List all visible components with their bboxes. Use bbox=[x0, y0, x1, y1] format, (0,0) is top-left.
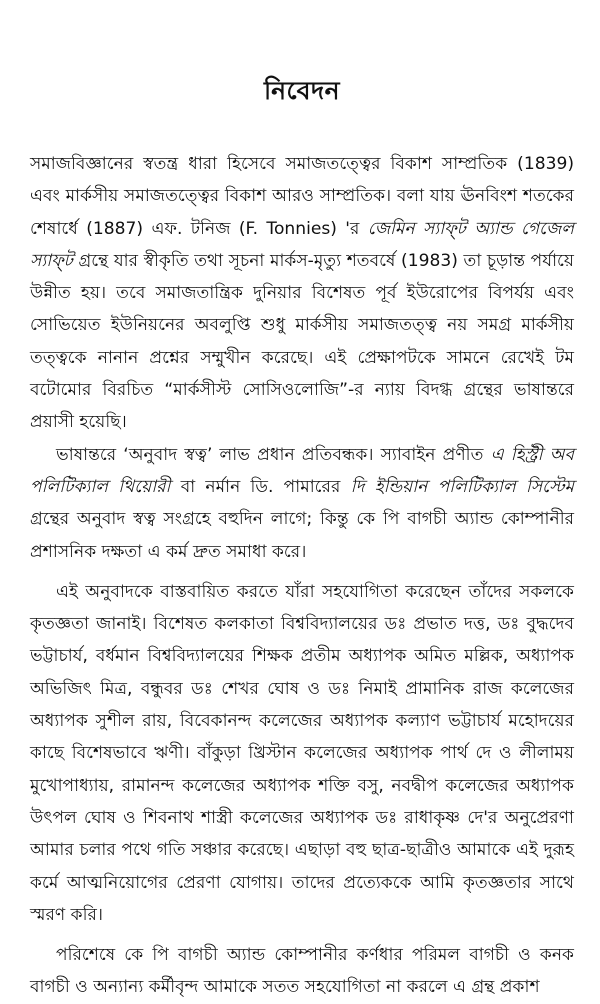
paragraph-1-text-2: গ্রন্থে যার স্বীকৃতি তথা সূচনা মার্কস-মৃত্যু শতবর্ষে (1983) তা চূড়ান্ত পর্যায়ে উন্নীত হয়। তবে সমাজতান্ত্রিক দুনিয়ার বিশেষত পূর্ব ইউরোপের বিপর্যয় এবং সোভিয়েত ইউনিয়নের অবলুপ্তি শুধু মার্কসীয় সমাজতত্ত্ব নয় সমগ্র মার্কসীয় তত্ত্বকে নানান প্রশ্নের সম্মুখীন করেছে। এই প্রেক্ষাপটকে সামনে রেখেই টম বটোমোর বিরচিত “মার্কসীস্ট সোসিওলোজি”-র ন্যায় বিদগ্ধ গ্রন্থের ভাষান্তরে প্রয়াসী হয়েছি। bbox=[30, 250, 574, 433]
paragraph-3: এই অনুবাদকে বাস্তবায়িত করতে যাঁরা সহযোগিতা করেছেন তাঁদের সকলকে কৃতজ্ঞতা জানাই। বিশেষত কলকাতা বিশ্ববিদ্যালয়ের ডঃ প্রভাত দত্ত, ডঃ বুদ্ধদেব ভট্টাচার্য, বর্ধমান বিশ্ববিদ্যালয়ের শিক্ষক প্রতীম অধ্যাপক অমিত মল্লিক, অধ্যাপক অভিজিৎ মিত্র, বন্ধুবর ডঃ শেখর ঘোষ ও ডঃ নিমাই প্রামানিক রাজ কলেজের অধ্যাপক সুশীল রায়, বিবেকানন্দ কলেজের অধ্যাপক কল্যাণ ভট্টাচার্য মহোদয়ের কাছে বিশেষভাবে ঋণী। বাঁকুড়া খ্রিস্টান কলেজের অধ্যাপক পার্থ দে ও লীলাময় মুখোপাধ্যায়, রামানন্দ কলেজের অধ্যাপক শক্তি বসু, নবদ্বীপ কলেজের অধ্যাপক উৎপল ঘোষ ও শিবনাথ শাস্ত্রী কলেজের অধ্যাপক ডঃ রাধাকৃষ্ণ দে'র অনুপ্রেরণা আমার চলার পথে গতি সঞ্চার করেছে। এছাড়া বহু ছাত্র-ছাত্রীও আমাকে এই দুরূহ কর্মে আত্মনিয়োগের প্রেরণা যোগায়। তাদের প্রত্যেককে আমি কৃতজ্ঞতার সাথে স্মরণ করি। bbox=[30, 581, 574, 925]
book-title-indian-political-system: দি ইন্ডিয়ান পলিটিক্যাল সিস্টেম bbox=[350, 476, 574, 497]
book-title-gemeinschaft: জেমিন স্যাফ্‌ট অ্যান্ড গেজেল স্যাফ্‌ট bbox=[30, 218, 575, 271]
paragraph-4: পরিশেষে কে পি বাগচী অ্যান্ড কোম্পানীর কর্ণধার পরিমল বাগচী ও কনক বাগচী ও অন্যান্য কর্মীবৃন্দ আমাকে সতত সহযোগিতা না করলে এ গ্রন্থ প্রকাশ bbox=[30, 945, 574, 998]
paragraph-1-text: সমাজবিজ্ঞানের স্বতন্ত্র ধারা হিসেবে সমাজতত্ত্বের বিকাশ সাম্প্রতিক (1839) এবং মার্কসীয় সমাজতত্ত্বের বিকাশ আরও সাম্প্রতিক। বলা যায় ঊনবিংশ শতকের শেষার্ধে (1887) এফ. টনিজ (F. Tonnies) 'র bbox=[30, 154, 574, 239]
book-title-history-political-theory: এ হিস্ট্রী অব পলিটিক্যাল থিয়োরী bbox=[30, 444, 574, 497]
paragraph-gap bbox=[30, 568, 574, 576]
paragraph-gap bbox=[30, 931, 574, 939]
paragraph-1 bbox=[30, 148, 574, 439]
paragraph-2-text-3: গ্রন্থের অনুবাদ স্বত্ব সংগ্রহে বহুদিন লাগে; কিন্তু কে পি বাগচী অ্যান্ড কোম্পানীর প্রশাসনিক দক্ষতা এ কর্ম দ্রুত সমাধা করে। bbox=[30, 509, 574, 562]
paragraph-2-text-2: বা নর্মান ডি. পামারের bbox=[170, 476, 351, 497]
page-title: নিবেদন bbox=[263, 76, 341, 105]
paragraph-2 bbox=[30, 439, 574, 568]
paragraph-2-text: ভাষান্তরে ‘অনুবাদ স্বত্ব’ লাভ প্রধান প্রতিবন্ধক। স্যাবাইন প্রণীত bbox=[56, 444, 491, 465]
